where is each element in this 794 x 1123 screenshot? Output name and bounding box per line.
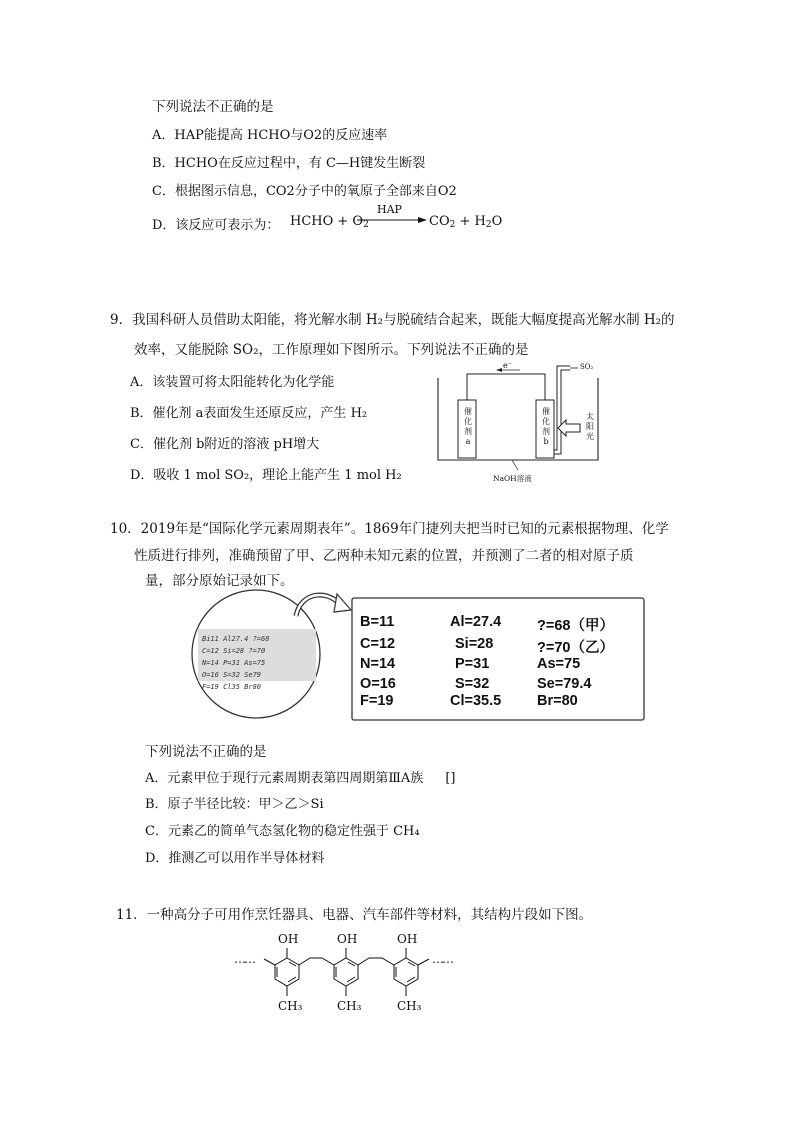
q11-ch3-label: CH₃ xyxy=(397,999,422,1013)
q10-option-a: A．元素甲位于现行元素周期表第四周期第ⅢA族 [] xyxy=(145,771,456,786)
q8-stem: 下列说法不正确的是 xyxy=(152,99,274,115)
table-cell: Si=28 xyxy=(455,636,494,652)
q10-stem-line1: 10．2019年是“国际化学元素周期表年”。1869年门捷列夫把当时已知的元素根据物理、化学 xyxy=(110,521,669,537)
q10-stem-line2: 性质进行排列，准确预留了甲、乙两种未知元素的位置，并预测了二者的相对原子质 xyxy=(134,548,634,564)
q11-chain-dots-left: …… xyxy=(234,952,254,966)
q11-oh-label: OH xyxy=(397,932,418,946)
q11-ch3-label: CH₃ xyxy=(337,999,362,1013)
q9-sunlight-label: 太 阳 光 xyxy=(586,412,594,441)
q8-equation-catalyst: HAP xyxy=(377,203,402,216)
q8-option-a: A．HAP能提高 HCHO与O2的反应速率 xyxy=(152,128,388,143)
q8-option-d-label: D．该反应可表示为： xyxy=(152,218,280,233)
q10-stem-line3: 量，部分原始记录如下。 xyxy=(145,573,294,589)
table-cell: N=14 xyxy=(360,656,396,672)
q11-oh-label: OH xyxy=(337,932,358,946)
q9-so2-label: SO₂ xyxy=(580,363,594,371)
q9-option-b: B．催化剂 a表面发生还原反应，产生 H₂ xyxy=(130,406,368,421)
table-cell: As=75 xyxy=(537,656,581,672)
table-cell: ?=68（甲） xyxy=(537,618,614,634)
q11-chain-dots-right: …… xyxy=(432,952,452,966)
table-cell: B=11 xyxy=(360,614,395,630)
q8-equation-right: $CO_2 + H_2O$ xyxy=(429,214,503,230)
q11-oh-label: OH xyxy=(278,932,299,946)
q9-catalyst-b-label: 催 化 剂 b xyxy=(542,407,550,446)
q8-option-c: C．根据图示信息，CO2分子中的氧原子全部来自O2 xyxy=(152,184,457,199)
table-cell: P=31 xyxy=(455,656,490,672)
q11-stem: 11．一种高分子可用作烹饪器具、电器、汽车部件等材料，其结构片段如下图。 xyxy=(116,907,593,923)
q9-stem-line2: 效率，又能脱除 SO₂，工作原理如下图所示。下列说法不正确的是 xyxy=(134,342,529,358)
table-cell: Cl=35.5 xyxy=(450,693,502,709)
answer-blank: [] xyxy=(445,771,456,786)
table-cell: C=12 xyxy=(360,636,396,652)
q8-reaction-arrow xyxy=(357,216,427,224)
q11-ch3-label: CH₃ xyxy=(278,999,303,1013)
q9-option-c: C．催化剂 b附近的溶液 pH增大 xyxy=(130,437,320,452)
q9-electron-label: e⁻ xyxy=(503,361,512,370)
q9-option-a: A．该装置可将太阳能转化为化学能 xyxy=(130,375,335,390)
q8-equation-left: HCHO + $O_2$ xyxy=(290,214,369,230)
table-cell: ?=70（乙） xyxy=(537,640,614,656)
q10-option-d: D．推测乙可以用作半导体材料 xyxy=(145,851,325,866)
q9-catalyst-a-label: 催 化 剂 a xyxy=(464,407,472,446)
table-cell: O=16 xyxy=(360,676,396,692)
q9-solution-label: NaOH溶液 xyxy=(493,474,532,483)
table-cell: Se=79.4 xyxy=(537,676,592,692)
q10-option-b: B．原子半径比较：甲＞乙＞Si xyxy=(145,797,324,812)
table-cell: S=32 xyxy=(455,676,490,692)
q9-stem-line1: 9．我国科研人员借助太阳能，将光解水制 H₂与脱硫结合起来，既能大幅度提高光解水制 H₂的 xyxy=(110,312,675,328)
q8-option-b: B．HCHO在反应过程中，有 C—H键发生断裂 xyxy=(152,156,426,171)
table-cell: F=19 xyxy=(360,693,394,709)
table-cell: Al=27.4 xyxy=(450,614,502,630)
q9-option-d: D．吸收 1 mol SO₂，理论上能产生 1 mol H₂ xyxy=(130,468,402,483)
q10-option-c: C．元素乙的简单气态氢化物的稳定性强于 CH₄ xyxy=(145,824,420,839)
table-cell: Br=80 xyxy=(537,693,578,709)
q10-question-stem: 下列说法不正确的是 xyxy=(145,744,267,760)
